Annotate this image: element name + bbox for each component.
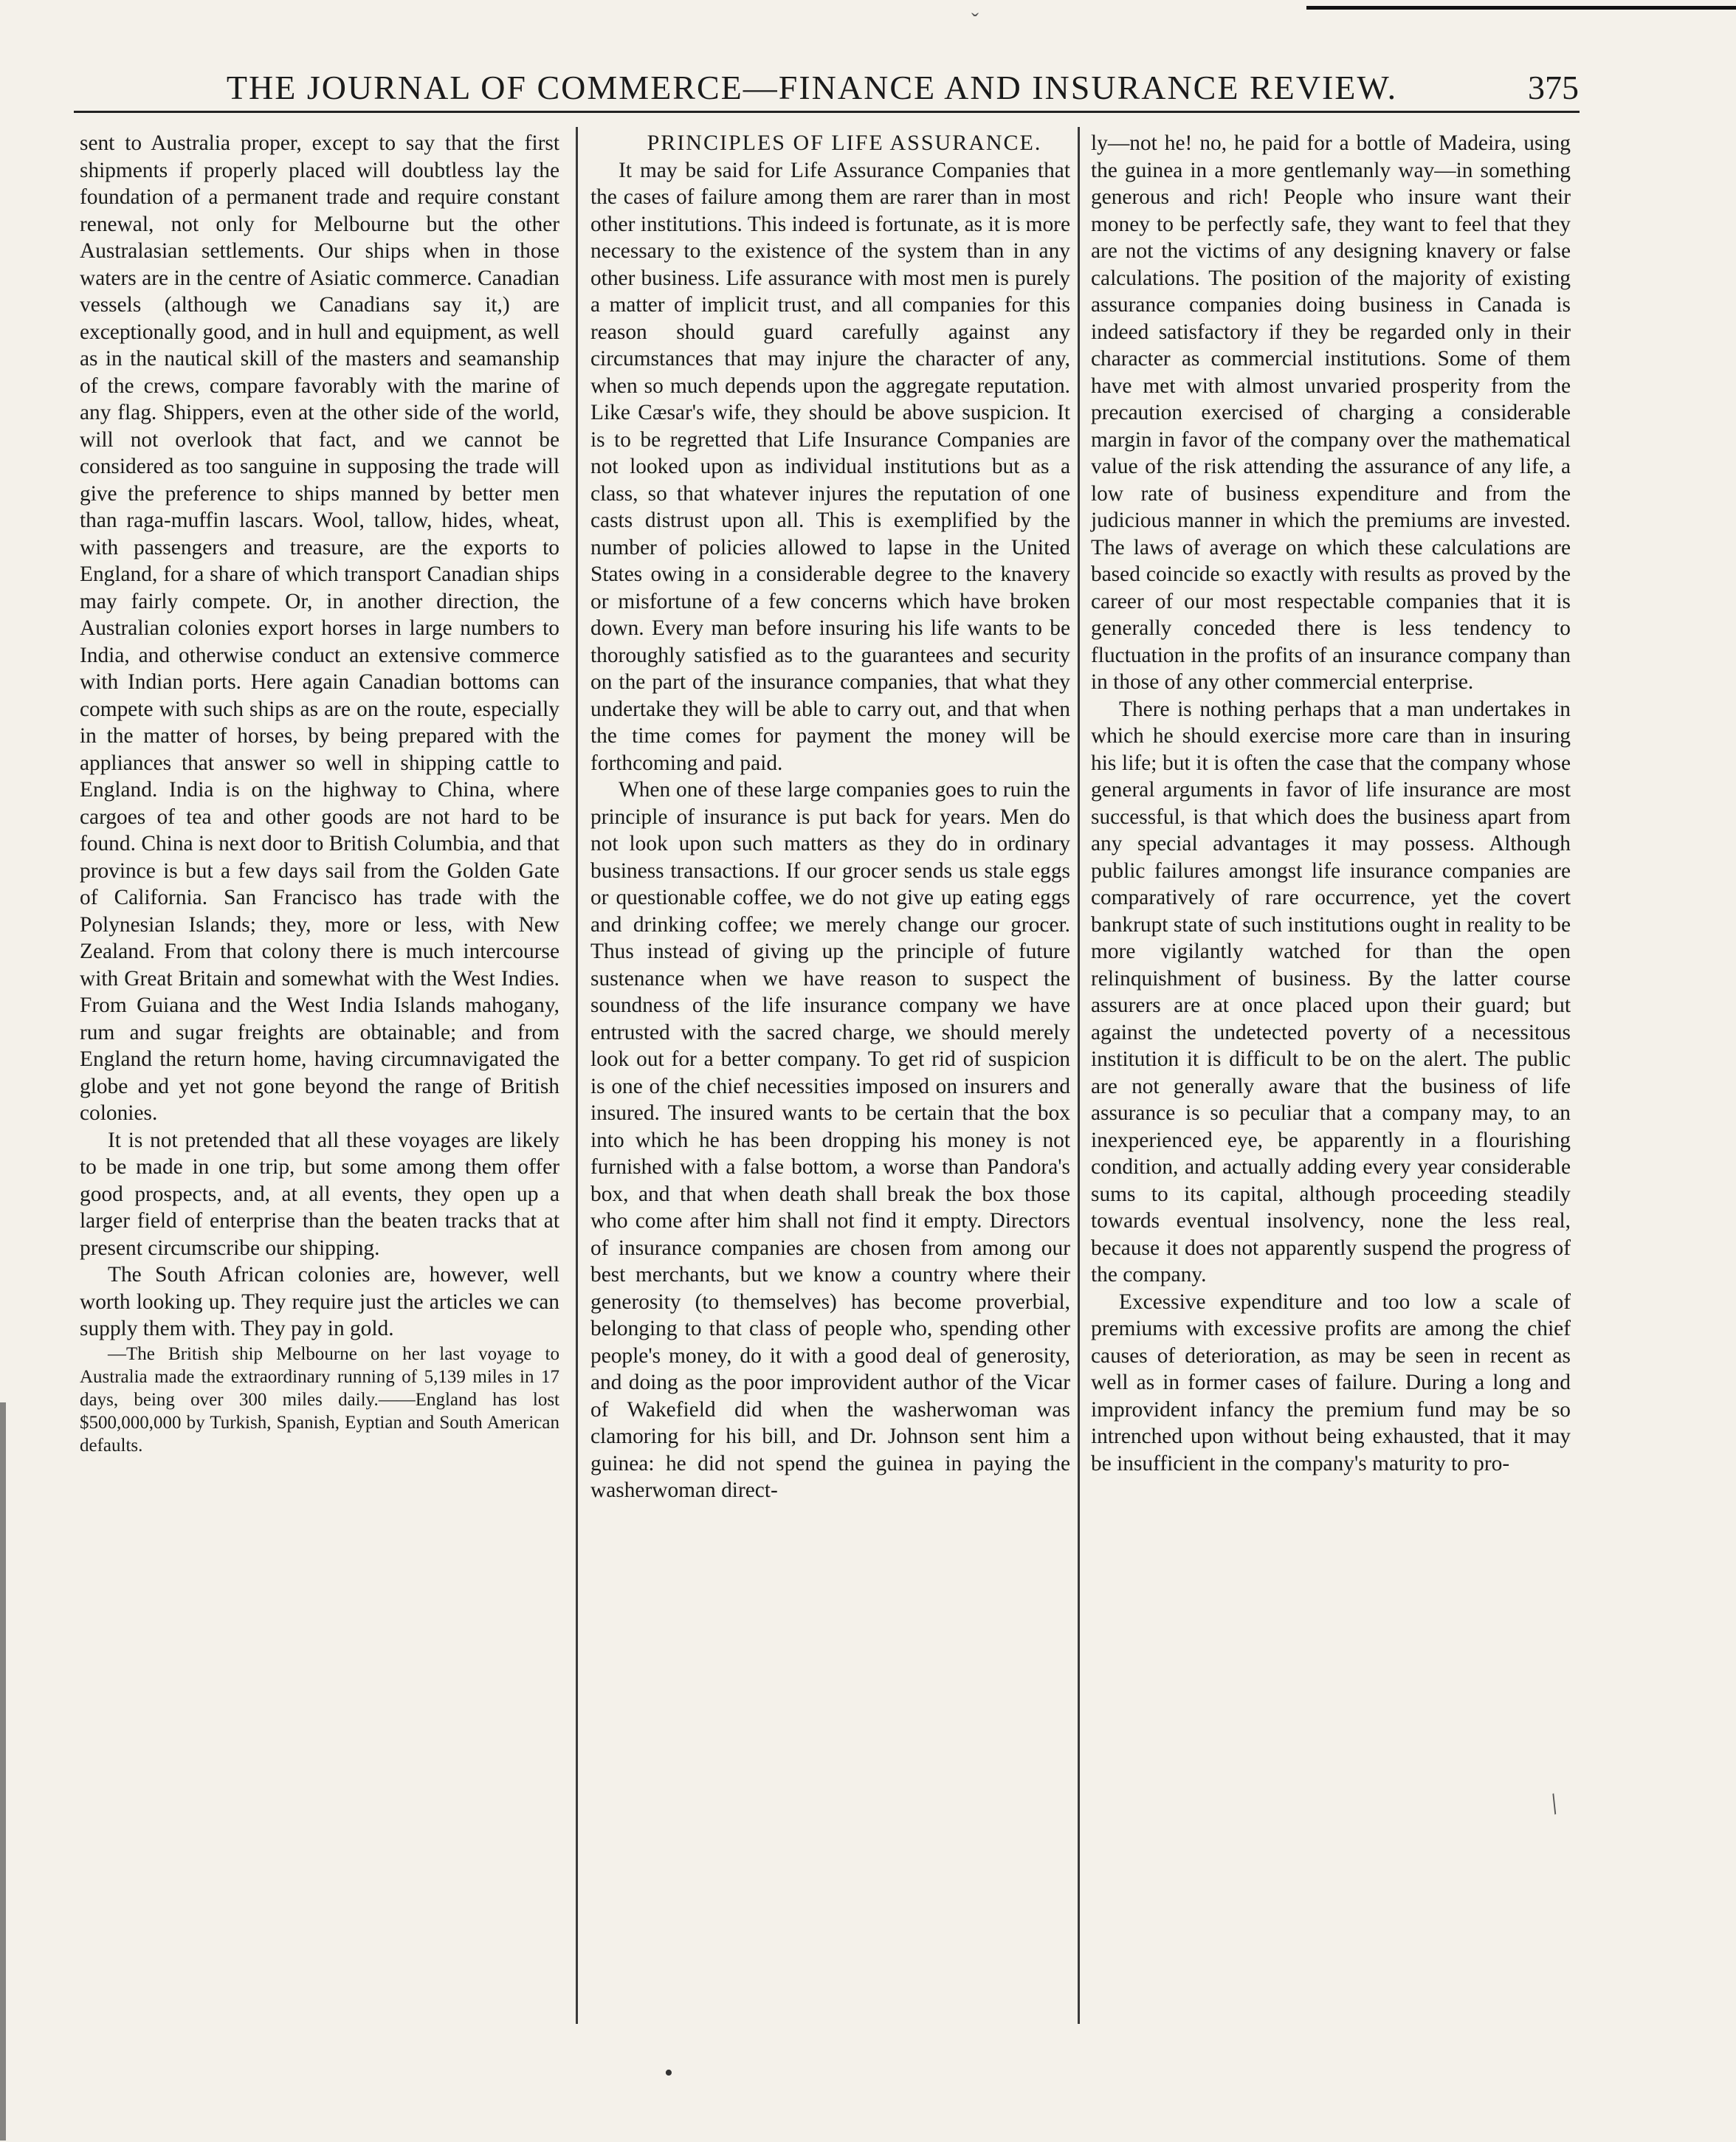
margin-mark: / — [1543, 1786, 1566, 1821]
page-number: 375 — [1528, 69, 1579, 106]
paragraph: There is nothing perhaps that a man undertakes in which he should exercise more care than in insuring his life; but it is often the case that the company whose general arguments in favor of life insurance are most successful, is that which does the business apart from any special advantages it may possess. Although public failures amongst life insurance companies are comparatively of rare occurrence, yet the covert bankrupt state of such institutions ought in reality to be more vigilantly watched for than the open relinquishment of business. By the latter course assurers are at once placed upon their guard; but against the undetected poverty of a necessitous institution it is difficult to be on the alert. The public are not generally aware that the business of life assurance is so peculiar that a company may, to an inexperienced eye, be apparently in a flourishing condition, and actually adding every year considerable sums to its capital, although proceeding steadily towards eventual insolvency, none the less real, because it does not apparently suspend the progress of the company. — [1091, 697, 1571, 1287]
column-divider — [576, 127, 578, 2024]
footnote: —The British ship Melbourne on her last voyage to Australia made the extraordinary running of 5,139 miles in 17 days, being over 300 miles daily.——England has lost $500,000,000 by Turkish, Spanish, Eyptian and South American defaults. — [80, 1343, 559, 1456]
corner-rule — [1306, 6, 1736, 10]
paragraph: sent to Australia proper, except to say that the first shipments if properly placed will doubtless lay the foundation of a permanent trade and require constant renewal, not only for Melbourne but the other Australasian settlements. Our ships when in those waters are in the centre of Asiatic commerce. Canadian vessels (although we Canadians say it,) are exceptionally good, and in hull and equipment, as well as in the nautical skill of the masters and seamanship of the crews, compare favorably with the marine of any flag. Shippers, even at the other side of the world, will not overlook that fact, and we cannot be considered as too sanguine in supposing the trade will give the preference to ships manned by better men than raga-muffin lascars. Wool, tallow, hides, wheat, with passengers and treasure, are the exports to England, for a share of which transport Canadian ships may fairly compete. Or, in another direction, the Australian colonies export horses in large numbers to India, and otherwise conduct an extensive commerce with Indian ports. Here again Canadian bottoms can compete with such ships as are on the route, especially in the matter of horses, by being prepared with the appliances that answer so well in shipping cattle to England. India is on the highway to China, where cargoes of tea and other goods are not hard to be found. China is next door to British Columbia, and that province is but a few days sail from the Golden Gate of California. San Francisco has trade with the Polynesian Islands; they, more or less, with New Zealand. From that colony there is much intercourse with Great Britain and somewhat with the West Indies. From Guiana and the West India Islands mahogany, rum and sugar freights are obtainable; and from England the return home, having circumnavigated the globe and yet not gone beyond the range of British colonies. — [80, 131, 559, 1125]
paragraph: The South African colonies are, however, well worth looking up. They require just the articles we can supply them with. They pay in gold. — [80, 1263, 559, 1340]
ink-dot: • — [664, 2059, 673, 2087]
stray-mark: ˇ — [971, 9, 979, 33]
column-divider — [1078, 127, 1080, 2024]
column-2 — [590, 130, 1070, 1504]
header-rule — [74, 111, 1580, 113]
page-title: THE JOURNAL OF COMMERCE—FINANCE AND INSURANCE REVIEW. — [226, 69, 1398, 106]
paragraph: Excessive expenditure and too low a scale of premiums with excessive profits are among the chief causes of deterioration, as may be seen in recent as well as in former cases of failure. During a long and improvident infancy the premium fund may be so intrenched upon without being exhausted, that it may be insufficient in the company's maturity to pro- — [1091, 1289, 1571, 1475]
section-heading: PRINCIPLES OF LIFE ASSURANCE. — [647, 131, 1042, 155]
column-3 — [1091, 130, 1571, 1477]
column-1 — [80, 130, 559, 1457]
page-edge-shadow — [0, 1402, 6, 2141]
paragraph: It may be said for Life Assurance Companies that the cases of failure among them are rarer than in most other institutions. This indeed is fortunate, as it is more necessary to the existence of the system than in any other business. Life assurance with most men is purely a matter of implicit trust, and all companies for this reason should guard carefully against any circumstances that may injure the character of any, when so much depends upon the aggregate reputation. Like Cæsar's wife, they should be above suspicion. It is to be regretted that Life Insurance Companies are not looked upon as individual institutions but as a class, so that whatever injures the reputation of one casts distrust upon all. This is exemplified by the number of policies allowed to lapse in the United States owing in a considerable degree to the knavery or misfortune of a few concerns which have broken down. Every man before insuring his life wants to be thoroughly satisfied as to the guarantees and security on the part of the insurance companies, that what they undertake they will be able to carry out, and that when the time comes for payment the money will be forthcoming and paid. — [590, 158, 1070, 775]
paragraph: ly—not he! no, he paid for a bottle of Madeira, using the guinea in a more gentlemanly way—in something generous and rich! People who insure want their money to be perfectly safe, they want to feel that they are not the victims of any designing knavery or false calculations. The position of the majority of existing assurance companies doing business in Canada is indeed satisfactory if they be regarded only in their character as commercial institutions. Some of them have met with almost unvaried prosperity from the precaution exercised of charging a considerable margin in favor of the company over the mathematical value of the risk attending the assurance of any life, a low rate of business expenditure and from the judicious manner in which the premiums are invested. The laws of average on which these calculations are based coincide so exactly with results as proved by the career of our most respectable companies that it is generally conceded there is less tendency to fluctuation in the profits of an insurance company than in those of any other commercial enterprise. — [1091, 131, 1571, 694]
paragraph: When one of these large companies goes to ruin the principle of insurance is put back for years. Men do not look upon such matters as they do in ordinary business transactions. If our grocer sends us stale eggs or questionable coffee, we do not give up eating eggs and drinking coffee; we merely change our grocer. Thus instead of giving up the principle of future sustenance when we have reason to suspect the soundness of the life insurance company we have entrusted with the sacred charge, we should merely look out for a better company. To get rid of suspicion is one of the chief necessities imposed on insurers and insured. The insured wants to be certain that the box into which he has been dropping his money is not furnished with a false bottom, a worse than Pandora's box, and that when death shall break the box those who come after him shall not find it empty. Directors of insurance companies are chosen from among our best merchants, but we know a country where their generosity (to themselves) has become proverbial, belonging to that class of people who, spending other people's money, do it with a good deal of generosity, and doing as the poor improvident author of the Vicar of Wakefield did when the washerwoman was clamoring for his bill, and Dr. Johnson sent him a guinea: he did not spend the guinea in paying the washerwoman direct- — [590, 778, 1070, 1502]
paragraph: It is not pretended that all these voyages are likely to be made in one trip, but some among them offer good prospects, and, at all events, they open up a larger field of enterprise than the beaten tracks that at present circumscribe our shipping. — [80, 1128, 559, 1260]
